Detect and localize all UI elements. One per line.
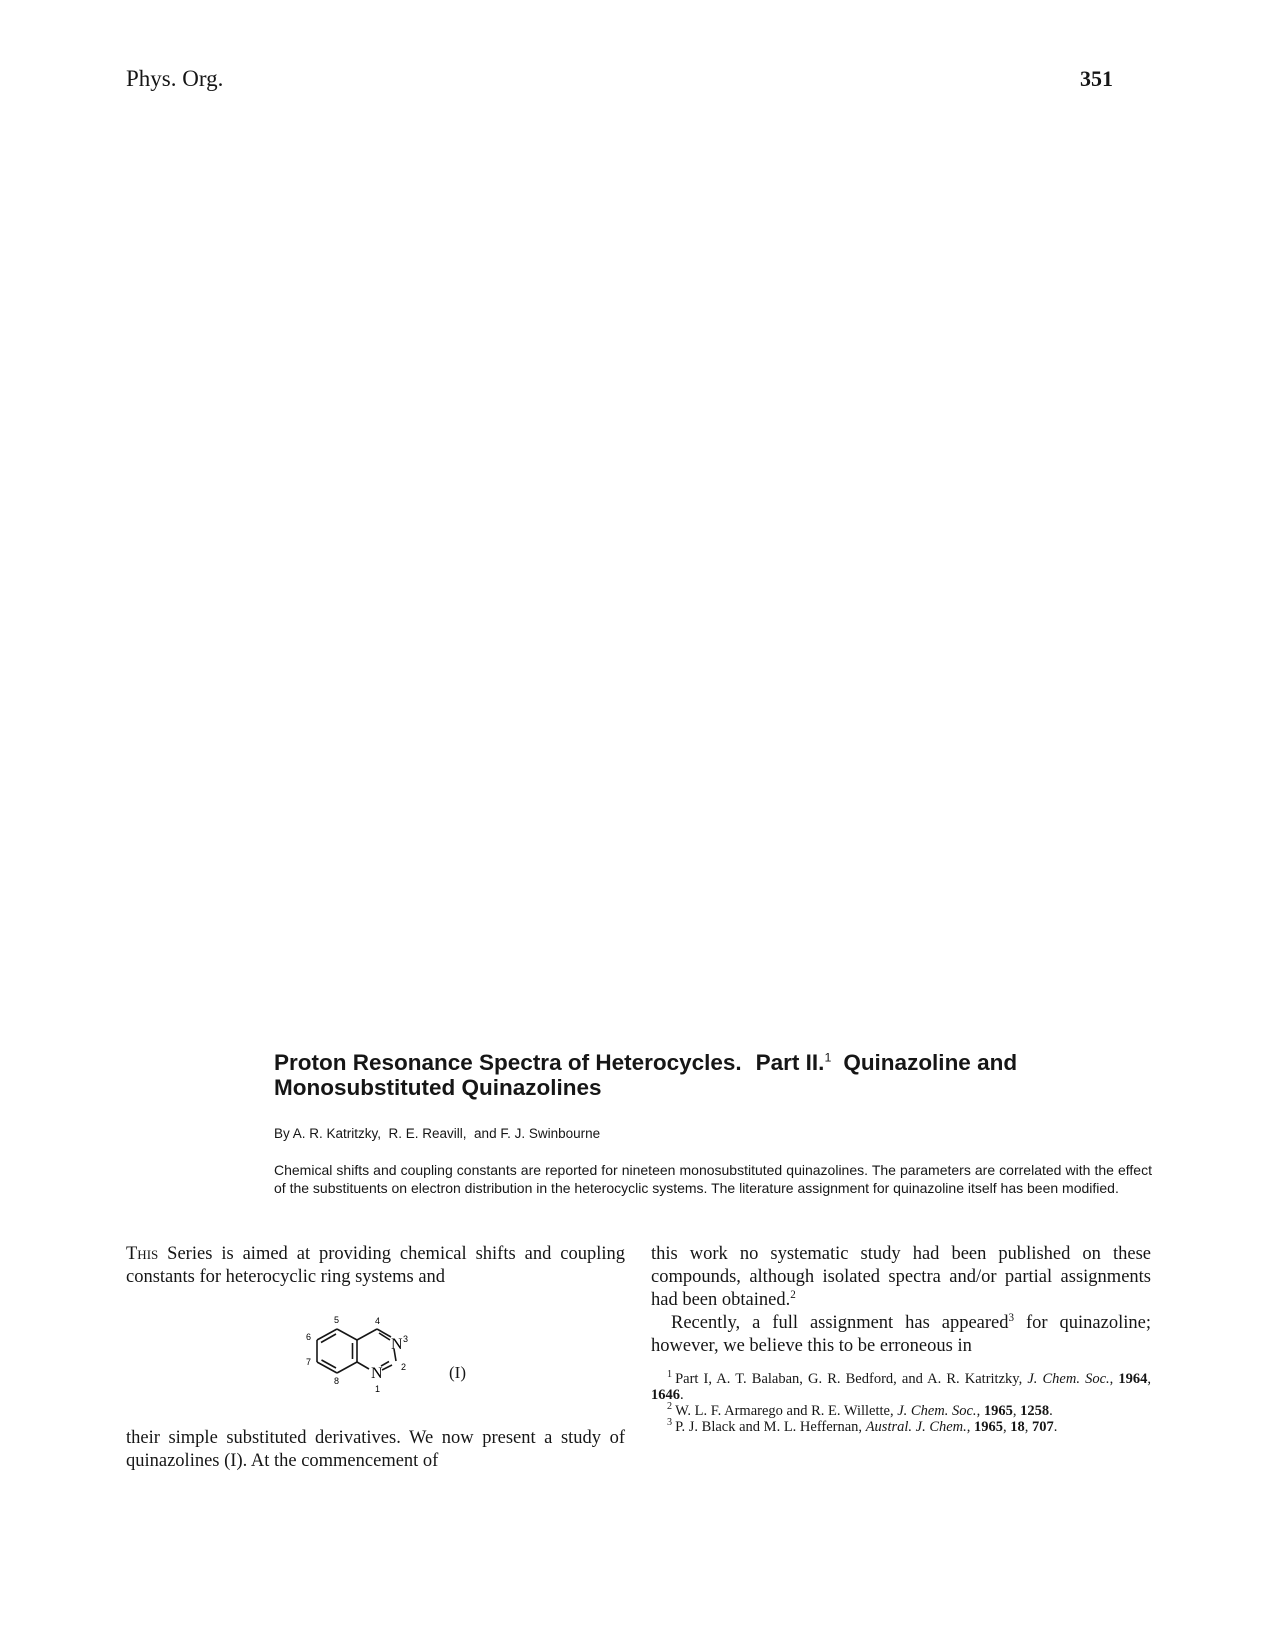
footnote-separator: ,	[966, 1419, 975, 1435]
footnote-separator: ,	[1012, 1403, 1021, 1419]
reference-mark: 3	[1008, 1311, 1015, 1324]
running-head-section: Phys. Org.	[126, 66, 224, 91]
body-column-right	[651, 1243, 1151, 1358]
footnote-year: 1965	[983, 1403, 1013, 1419]
title-subject: Quinazoline and	[843, 1050, 1018, 1075]
footnote-separator: ,	[976, 1403, 984, 1419]
article-title	[274, 1050, 1152, 1100]
footnote-authors: Part I, A. T. Balaban, G. R. Bedford, and A. R. Katritzky,	[675, 1371, 1028, 1387]
locant-6: 6	[306, 1332, 312, 1342]
footnote-end: .	[680, 1387, 684, 1403]
footnote-page: 707	[1032, 1419, 1054, 1435]
body-paragraph-2	[651, 1312, 1151, 1358]
body-paragraph-continued: their simple substituted derivatives. We now present a study of quinazolines (I). At the commencement of	[126, 1428, 625, 1471]
footnote-separator: ,	[1109, 1371, 1119, 1387]
title-part	[756, 1050, 832, 1075]
atom-n1: N	[371, 1365, 383, 1382]
footnote-journal: J. Chem. Soc.	[1027, 1371, 1110, 1387]
footnote-journal: Austral. J. Chem.	[865, 1419, 967, 1435]
footnote-separator: ,	[1024, 1419, 1033, 1435]
quinazoline-structure	[292, 1312, 462, 1412]
locant-5: 5	[334, 1315, 340, 1325]
atom-n3: N	[391, 1336, 403, 1353]
locant-4: 4	[375, 1316, 381, 1326]
footnote-separator: ,	[1147, 1371, 1152, 1387]
footnote-page: 1646	[651, 1387, 680, 1403]
body-paragraph	[126, 1243, 625, 1289]
body-text: Recently, a full assignment has appeared	[671, 1313, 1009, 1333]
body-column-left-bottom	[126, 1427, 625, 1473]
locant-8: 8	[334, 1376, 340, 1386]
title-line-1	[274, 1050, 1152, 1075]
footnote-page: 1258	[1020, 1403, 1050, 1419]
title-text: Proton Resonance Spectra of Heterocycles.	[274, 1050, 742, 1075]
footnote-journal: J. Chem. Soc.	[897, 1403, 977, 1419]
body-paragraph-right	[651, 1243, 1151, 1312]
title-part-text: Part II.	[755, 1050, 825, 1075]
footnote-authors: W. L. F. Armarego and R. E. Willette,	[675, 1403, 898, 1419]
footnote-authors: P. J. Black and M. L. Heffernan,	[675, 1419, 866, 1435]
locant-1: 1	[375, 1384, 381, 1394]
lead-word: This	[126, 1244, 159, 1264]
footnote-number: 2	[667, 1401, 673, 1413]
body-text: this work no systematic study had been published on these compounds, although isolated spectra and/or partial assignments had been obtained.	[651, 1244, 1151, 1310]
footnote	[651, 1403, 1151, 1419]
compound-label: (I)	[449, 1363, 466, 1382]
body-column-left-top	[126, 1243, 625, 1289]
ring-bonds	[317, 1329, 396, 1373]
footnote-end: .	[1049, 1403, 1053, 1419]
footnotes	[651, 1371, 1151, 1435]
reference-mark: 2	[790, 1288, 796, 1301]
page-number: 351	[1080, 66, 1113, 91]
footnote-number: 1	[667, 1369, 673, 1381]
body-text: for quinazoline; however, we believe this to be erroneous in	[651, 1313, 1151, 1356]
footnote	[651, 1371, 1151, 1403]
footnote-end: .	[1053, 1419, 1058, 1435]
footnote-volume: 18	[1010, 1419, 1025, 1435]
byline: By A. R. Katritzky, R. E. Reavill, and F. J. Swinbourne	[274, 1126, 601, 1141]
footnote-number: 3	[667, 1417, 673, 1429]
footnote-year: 1964	[1118, 1371, 1148, 1387]
locant-3: 3	[403, 1334, 409, 1344]
body-text: Series is aimed at providing chemical shifts and coupling constants for heterocyclic ring systems and	[126, 1244, 625, 1287]
footnote-separator: ,	[1003, 1419, 1011, 1435]
title-line-2: Monosubstituted Quinazolines	[274, 1075, 602, 1100]
footnote-year: 1965	[974, 1419, 1004, 1435]
title-footnote-mark: 1	[824, 1050, 832, 1065]
locant-2: 2	[401, 1362, 407, 1372]
footnote	[651, 1419, 1151, 1435]
abstract: Chemical shifts and coupling constants are reported for nineteen monosubstituted quinazolines. The parameters are correlated with the effect of the substituents on electron distribution in the heterocyclic systems. The literature assignment for quinazoline itself has been modified.	[274, 1162, 1152, 1196]
locant-7: 7	[306, 1357, 312, 1367]
